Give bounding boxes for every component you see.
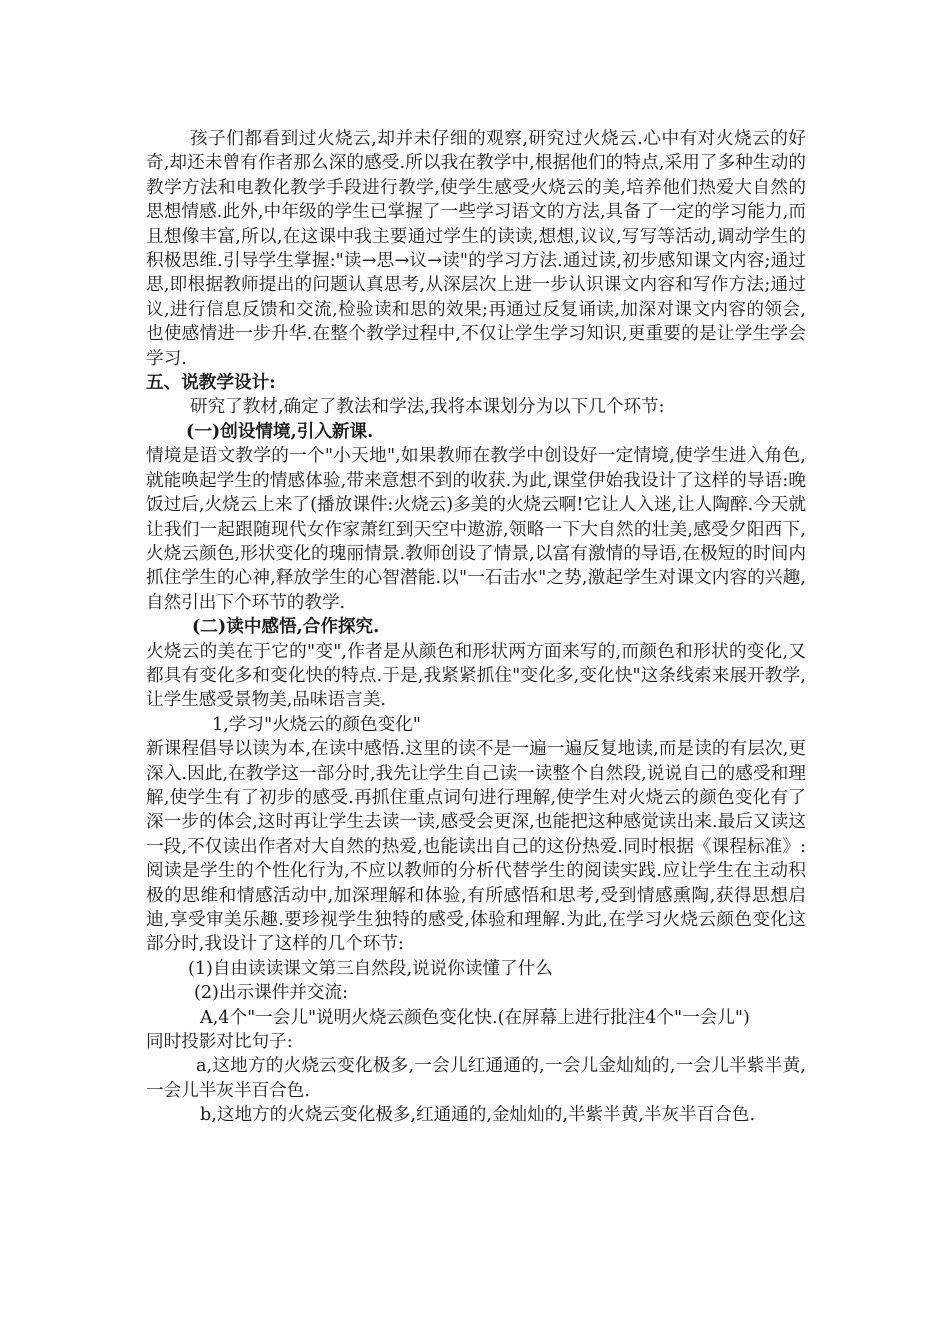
paragraph-change: 火烧云的美在于它的"变",作者是从颜色和形状两方面来写的,而颜色和形状的变化,又都具有变化多和变化快的特点.于是,我紧紧抓住"变化多,变化快"这条线索来展开教学,让学生感受景物美,品味语言美. xyxy=(146,641,806,711)
document-body xyxy=(146,127,806,1128)
item-learn-color: 1,学习"火烧云的颜色变化" xyxy=(212,714,421,735)
sentence-b: b,这地方的火烧云变化极多,红通通的,金灿灿的,半紫半黄,半灰半百合色. xyxy=(200,1105,756,1126)
subheading-read-explore: (二)读中感悟,合作探究. xyxy=(192,616,380,638)
point-a: A,4个"一会儿"说明火烧云颜色变化快.(在屏幕上进行批注4个"一会儿") xyxy=(200,1007,750,1028)
paragraph-reading: 新课程倡导以读为本,在读中感悟.这里的读不是一遍一遍反复地读,而是读的有层次,更深入.因此,在教学这一部分时,我先让学生自己读一读整个自然段,说说自己的感受和理解,使学生有了初步的感受.再抓住重点词句进行理解,使学生对火烧云的颜色变化有了深一步的体会,这时再让学生去读一读,感受会更深,也能把这种感觉读出来.最后又读这一段,不仅读出作者对大自然的热爱,也能读出自己的这份热爱.同时根据《课程标准》:阅读是学生的个性化行为,不应以教师的分析代替学生的阅读实践.应让学生在主动积极的思维和情感活动中,加深理解和体验,有所感悟和思考,受到情感熏陶,获得思想启迪,享受审美乐趣.要珍视学生独特的感受,体验和理解.为此,在学习火烧云颜色变化这部分时,我设计了这样的几个环节: xyxy=(146,739,806,955)
subheading-create-scene: (一)创设情境,引入新课. xyxy=(186,420,374,442)
sentence-a: a,这地方的火烧云变化极多,一会儿红通通的,一会儿金灿灿的,一会儿半紫半黄,一会儿半灰半百合色. xyxy=(146,1056,806,1101)
section-heading-teaching-design: 五、说教学设计: xyxy=(146,372,276,394)
paragraph-intro: 孩子们都看到过火烧云,却并未仔细的观察,研究过火烧云.心中有对火烧云的好奇,却还未曾有作者那么深的感受.所以我在教学中,根据他们的特点,采用了多种生动的教学方法和电教化教学手段进行教学,使学生感受火烧云的美,培养他们热爱大自然的思想情感.此外,中年级的学生已掌握了一些学习语文的方法,具备了一定的学习能力,而且想像丰富,所以,在这课中我主要通过学生的读读,想想,议议,写写等活动,调动学生的积极思维.引导学生掌握:"读→思→议→读"的学习方法.通过读,初步感知课文内容;通过思,即根据教师提出的问题认真思考,从深层次上进一步认识课文内容和写作方法;通过议,进行信息反馈和交流,检验读和思的效果;再通过反复诵读,加深对课文内容的领会,也使感情进一步升华.在整个教学过程中,不仅让学生学习知识,更重要的是让学生学会学习. xyxy=(146,129,806,369)
step-2: (2)出示课件并交流: xyxy=(194,983,349,1004)
paragraph-scene: 情境是语文教学的一个"小天地",如果教师在教学中创设好一定情境,使学生进入角色,就能唤起学生的情感体验,带来意想不到的收获.为此,课堂伊始我设计了这样的导语:晚饭过后,火烧云上来了(播放课件:火烧云)多美的火烧云啊!它让人入迷,让人陶醉.今天就让我们一起跟随现代女作家萧红到天空中遨游,领略一下大自然的壮美,感受夕阳西下,火烧云颜色,形状变化的瑰丽情景.教师创设了情景,以富有激情的导语,在极短的时间内抓住学生的心神,释放学生的心智潜能.以"一石击水"之势,激起学生对课文内容的兴趣,自然引出下个环节的教学. xyxy=(146,446,806,613)
compare-intro: 同时投影对比句子: xyxy=(146,1032,293,1053)
paragraph-overview: 研究了教材,确定了教法和学法,我将本课划分为以下几个环节: xyxy=(190,397,665,418)
step-1: (1)自由读读课文第三自然段,说说你读懂了什么 xyxy=(188,958,553,979)
